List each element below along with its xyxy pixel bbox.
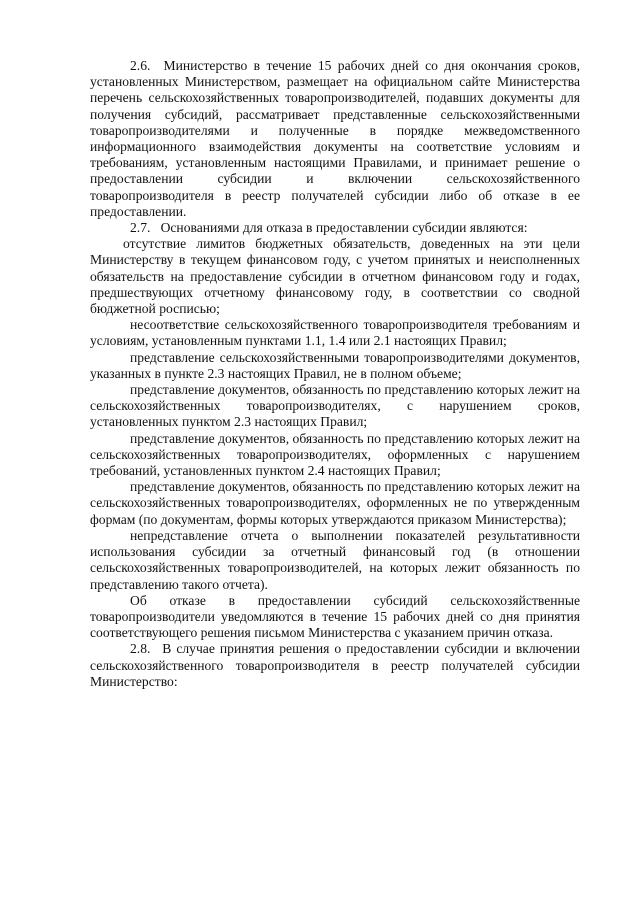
paragraph-refusal-reason-limits: отсутствие лимитов бюджетных обязательств, доведенных на эти цели Министерству в текущем финансовом году, с учетом принятых и неисполненных обязательств на предоставление субсидии в отчетном финансовом году и годах, предшествующих отчетному финансовому году, в соответствии со сводной бюджетной росписью; [90, 236, 580, 317]
paragraph-2-6: 2.6. Министерство в течение 15 рабочих дней со дня окончания сроков, установленных Министерством, размещает на официальном сайте Министерства перечень сельскохозяйственных товаропроизводителей, подавших документы для получения субсидий, рассматривает представленные сельскохозяйственными товаропроизводителями и полученные в порядке межведомственного информационного взаимодействия документы на соответствие условиям и требованиям, установленным настоящими Правилами, и принимает решение о предоставлении субсидии и включении сельскохозяйственного товаропроизводителя в реестр получателей субсидии либо об отказе в ее предоставлении. [90, 58, 580, 219]
paragraph-refusal-reason-late: представление документов, обязанность по представлению которых лежит на сельскохозяйственных товаропроизводителях, с нарушением сроков, установленных пунктом 2.3 настоящих Правил; [90, 382, 580, 430]
paragraph-refusal-reason-forms: представление документов, обязанность по представлению которых лежит на сельскохозяйственных товаропроизводителях, оформленных не по утвержденным формам (по документам, формы которых утверждаются приказом Министерства); [90, 479, 580, 527]
paragraph-refusal-reason-requirements: представление документов, обязанность по представлению которых лежит на сельскохозяйственных товаропроизводителях, оформленных с нарушением требований, установленных пунктом 2.4 настоящих Правил; [90, 430, 580, 479]
paragraph-2-8: 2.8. В случае принятия решения о предоставлении субсидии и включении сельскохозяйственного товаропроизводителя в реестр получателей субсидии Министерство: [90, 641, 580, 689]
paragraph-2-7: 2.7. Основаниями для отказа в предоставлении субсидии являются: [130, 220, 528, 236]
paragraph-refusal-reason-incomplete: представление сельскохозяйственными товаропроизводителями документов, указанных в пункте 2.3 настоящих Правил, не в полном объеме; [90, 349, 580, 381]
paragraph-refusal-reason-mismatch: несоответствие сельскохозяйственного товаропроизводителя требованиям и условиям, установленным пунктами 1.1, 1.4 или 2.1 настоящих Правил; [90, 317, 580, 349]
document-page [90, 58, 580, 690]
paragraph-refusal-reason-report: непредставление отчета о выполнении показателей результативности использования субсидии за отчетный финансовый год (в отношении сельскохозяйственных товаропроизводителей, на которых лежит обязанность по представлению такого отчета). [90, 527, 580, 592]
paragraph-refusal-notice: Об отказе в предоставлении субсидий сельскохозяйственные товаропроизводители уведомляются в течение 15 рабочих дней со дня принятия соответствующего решения письмом Министерства с указанием причин отказа. [90, 592, 580, 641]
